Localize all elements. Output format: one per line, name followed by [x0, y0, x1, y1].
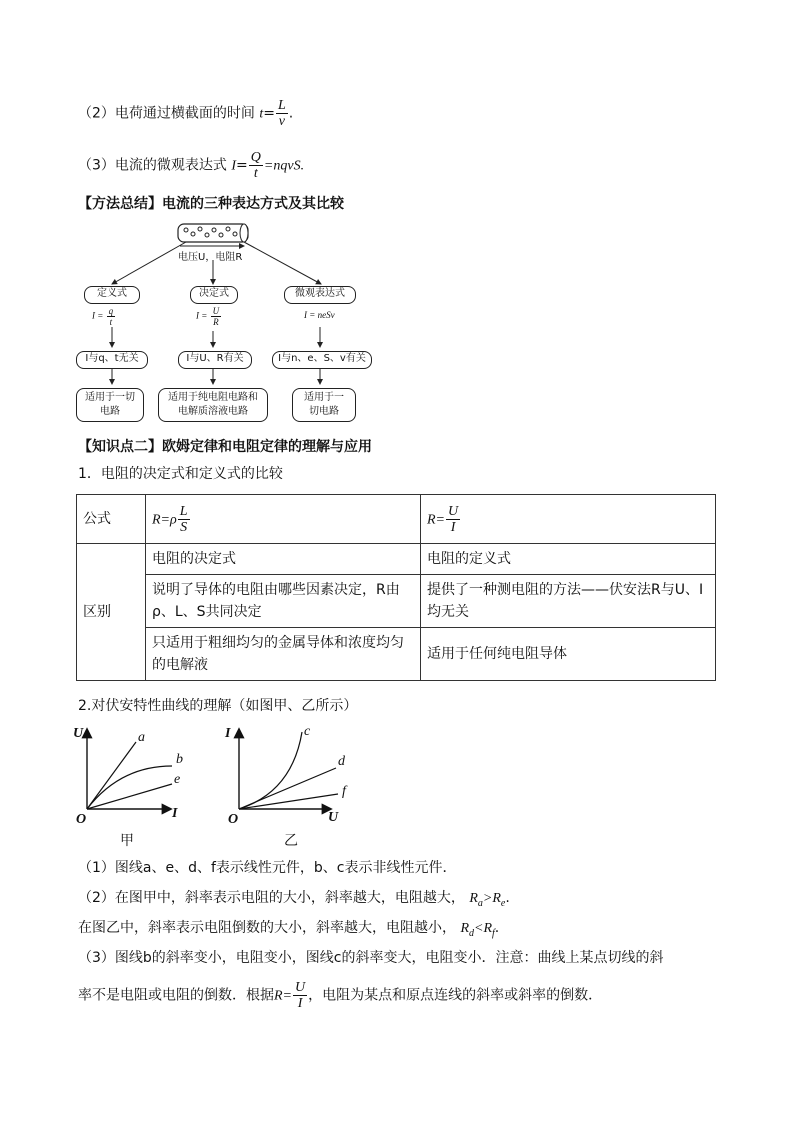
- curve-d: [239, 768, 336, 809]
- note-2-math: R: [469, 891, 478, 906]
- note-5-post: ，电阻为某点和原点连线的斜率或斜率的倒数．: [308, 987, 603, 1004]
- note-3-end: .: [494, 920, 500, 936]
- determination-formula: [196, 306, 222, 327]
- definition-formula: [92, 306, 116, 327]
- micro-relation-node: I与n、e、S、v有关: [272, 351, 372, 369]
- fraction-denominator: t: [253, 166, 258, 181]
- micro-current-label: （3）电流的微观表达式: [78, 157, 227, 174]
- fraction-denominator: I: [297, 996, 303, 1011]
- micro-current-lhs: I: [231, 158, 237, 174]
- resistance-comparison-table: [76, 494, 716, 681]
- fraction-numerator: q: [108, 306, 114, 316]
- note-1: （1）图线a、e、d、f表示线性元件，b、c表示非线性元件．: [78, 860, 457, 876]
- formula-lhs: R=ρ: [152, 512, 177, 527]
- table-row: [77, 575, 716, 628]
- formula-row-label: 公式: [77, 495, 146, 544]
- time-formula-eq: =: [263, 105, 275, 122]
- micro-current-line: [78, 150, 304, 181]
- subscript: a: [477, 897, 483, 909]
- wire-caption: 电压U，电阻R: [178, 252, 243, 263]
- wire-icon: [178, 224, 248, 246]
- time-formula-fraction: [276, 98, 288, 129]
- y-axis-label: U: [73, 726, 84, 741]
- formula-fraction: [446, 504, 460, 535]
- time-formula-line: [78, 98, 293, 129]
- micro-current-eq: =: [236, 157, 248, 174]
- method-summary-heading: 【方法总结】电流的三种表达方式及其比较: [78, 196, 344, 212]
- curve-label-c: c: [304, 724, 311, 739]
- definition-formula-node: 定义式: [84, 286, 140, 304]
- graph-caption: 甲: [120, 833, 134, 849]
- micro-formula-node: 微观表达式: [284, 286, 356, 304]
- fraction-numerator: U: [295, 980, 306, 995]
- formula-fraction: [107, 306, 116, 327]
- curve-label-d: d: [338, 754, 345, 769]
- formula-fraction: [178, 504, 190, 535]
- curve-label-a: a: [138, 730, 145, 745]
- formula-lhs: I =: [92, 310, 106, 321]
- definition-scope-node: 适用于一切电路: [76, 388, 144, 422]
- fraction-denominator: R: [213, 317, 219, 327]
- table-cell: 电阻的决定式: [146, 544, 421, 575]
- origin-label: O: [228, 812, 239, 827]
- fraction-numerator: Q: [250, 150, 261, 165]
- formula-lhs: R=: [427, 512, 445, 527]
- curve-e: [87, 784, 172, 809]
- graph-caption: 乙: [284, 833, 298, 849]
- table-cell: 只适用于粗细均匀的金属导体和浓度均匀的电解液: [146, 628, 421, 681]
- table-cell: 电阻的定义式: [421, 544, 716, 575]
- table-row: [77, 495, 716, 544]
- micro-formula: I = neSv: [304, 310, 335, 320]
- decisive-formula-cell: [146, 495, 421, 544]
- knowledge-point-heading: 【知识点二】欧姆定律和电阻定律的理解与应用: [78, 439, 372, 455]
- note-3-text: 在图乙中，斜率表示电阻倒数的大小，斜率越大，电阻越小，: [78, 920, 456, 936]
- curve-label-f: f: [342, 784, 346, 799]
- origin-label: O: [76, 812, 87, 827]
- curve-c: [239, 732, 302, 809]
- y-axis-label: I: [225, 726, 231, 741]
- point1-title: 1．电阻的决定式和定义式的比较: [78, 466, 283, 482]
- note-3-relation: <R: [474, 921, 493, 936]
- x-axis-label: I: [172, 806, 178, 821]
- subscript: f: [492, 927, 495, 939]
- table-cell: 提供了一种测电阻的方法——伏安法R与U、I均无关: [421, 575, 716, 628]
- note-2: [78, 888, 510, 914]
- subscript: e: [500, 897, 506, 909]
- micro-current-fraction: [249, 150, 263, 181]
- x-axis-label: U: [328, 810, 339, 825]
- note-3-math: R: [460, 921, 470, 936]
- formula-lhs: I =: [196, 310, 210, 321]
- micro-scope-node: 适用于一切电路: [292, 388, 356, 422]
- point2-title: 2.对伏安特性曲线的理解（如图甲、乙所示）: [78, 698, 358, 714]
- fraction-numerator: L: [278, 98, 286, 113]
- fraction-denominator: S: [180, 519, 188, 535]
- determination-formula-node: 决定式: [190, 286, 238, 304]
- determination-relation-node: I与U、R有关: [178, 351, 252, 369]
- fraction-denominator: t: [109, 317, 113, 327]
- note-2-end: .: [505, 890, 510, 906]
- definition-relation-node: I与q、t无关: [76, 351, 148, 369]
- note-3: [78, 918, 499, 944]
- fraction-denominator: v: [278, 114, 285, 129]
- note-5-fraction: [293, 980, 307, 1011]
- graph-jia: [70, 724, 200, 854]
- curve-label-b: b: [176, 752, 183, 767]
- fraction-numerator: U: [448, 503, 459, 519]
- fraction-numerator: L: [179, 503, 188, 519]
- fraction-denominator: I: [450, 519, 456, 535]
- table-cell: 适用于任何纯电阻导体: [421, 628, 716, 681]
- table-row: [77, 628, 716, 681]
- table-row: [77, 544, 716, 575]
- difference-row-label: 区别: [77, 544, 146, 681]
- formula-fraction: [211, 306, 222, 327]
- curve-label-e: e: [174, 772, 181, 787]
- determination-scope-node: 适用于纯电阻电路和电解质溶液电路: [158, 388, 268, 422]
- subscript: d: [469, 927, 475, 939]
- note-4: （3）图线b的斜率变小，电阻变小，图线c的斜率变大，电阻变小．注意：曲线上某点切线的斜: [78, 950, 664, 966]
- time-formula-tail: .: [288, 105, 294, 122]
- graph-yi: [222, 724, 362, 854]
- fraction-numerator: U: [212, 306, 220, 316]
- time-formula-lhs: t: [259, 106, 264, 122]
- note-5-lhs: R=: [274, 988, 292, 1004]
- micro-current-tail: =nqvS.: [263, 158, 305, 174]
- table-cell: 说明了导体的电阻由哪些因素决定，R由ρ、L、S共同决定: [146, 575, 421, 628]
- time-formula-label: （2）电荷通过横截面的时间: [78, 105, 255, 122]
- note-5-pre: 率不是电阻或电阻的倒数．根据: [78, 987, 274, 1004]
- note-5: [78, 980, 602, 1011]
- definition-formula-cell: [421, 495, 716, 544]
- current-expression-diagram: [76, 220, 396, 430]
- curve-f: [239, 794, 338, 809]
- note-2-text: （2）在图甲中，斜率表示电阻的大小，斜率越大，电阻越大，: [78, 890, 465, 906]
- graph-jia-plot: [70, 724, 200, 854]
- note-2-relation: >R: [482, 891, 501, 906]
